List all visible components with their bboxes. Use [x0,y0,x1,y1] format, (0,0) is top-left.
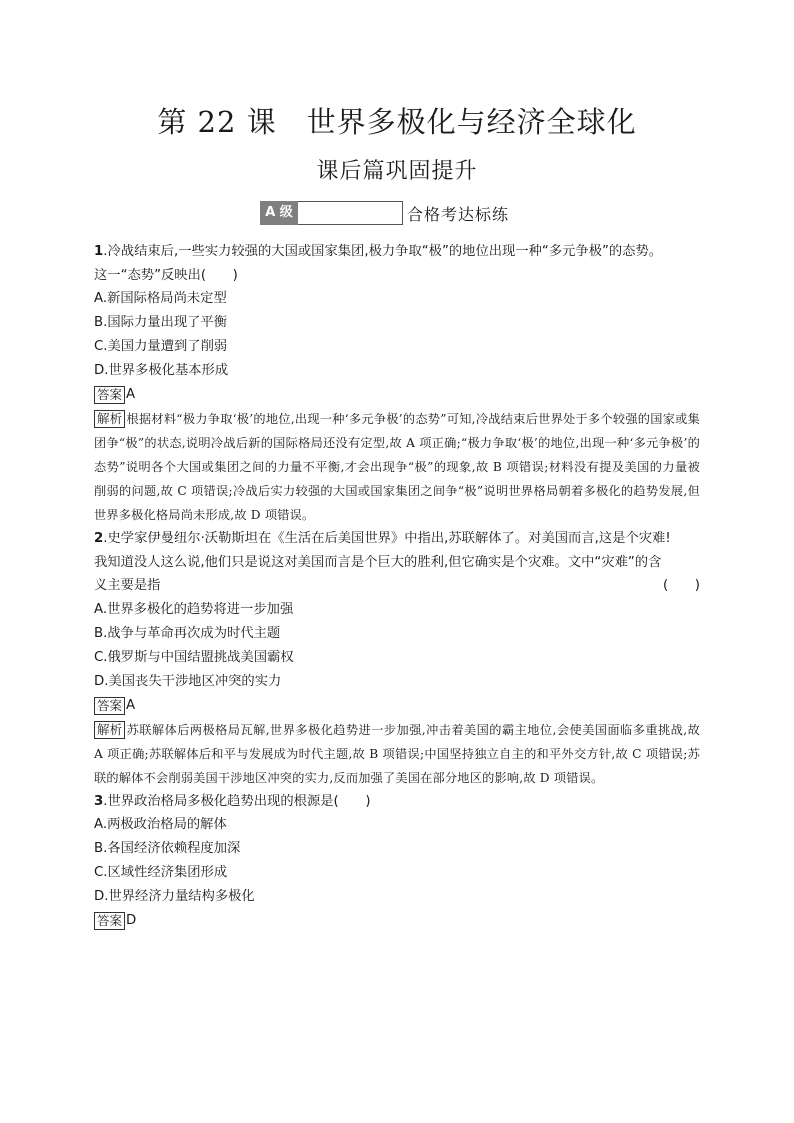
level-title: 合格考达标练 [407,204,510,224]
option-c: C.区域性经济集团形成 [94,865,228,880]
question-stem: 这一“态势”反映出( ) [94,267,238,283]
analysis-text: 根据材料“极力争取‘极’的地位,出现一种‘多元争极’的态势”可知,冷战结束后世界处于多个较强的国家或集团争“极”的状态,说明冷战后新的国际格局还没有定型,故 A 项正确;“极力争取‘极’的地位,出现一种‘多元争极’的态势”说明各个大国或集团之间的力量不平衡,才会出现争“极”的现象,故 B 项错误;材料没有提及美国的力量被削弱的问题,故 C 项错误;冷战后实力较强的大国或国家集团之间争“极”说明世界格局朝着多极化的趋势发展,但世界多极化格局尚未形成,故 D 项错误。 [94,412,700,522]
question-1 [94,240,700,527]
level-header [260,199,509,227]
answer-tag: 答案 [94,912,125,930]
question-list [94,240,700,933]
answer-line [94,909,700,933]
answer-line [94,383,700,407]
question-3 [94,790,700,934]
answer-line [94,694,700,718]
option-a: A.两极政治格局的解体 [94,817,227,832]
option-b: B.战争与革命再次成为时代主题 [94,625,281,641]
question-stem: 义主要是指 ( ) [94,574,700,598]
option-c: C.俄罗斯与中国结盟挑战美国霸权 [94,649,294,665]
question-stem: 2.史学家伊曼纽尔·沃勒斯坦在《生活在后美国世界》中指出,苏联解体了。对美国而言,这是个灾难! [94,531,671,546]
answer-tag: 答案 [94,697,125,715]
analysis-tag: 解析 [94,721,125,739]
option-b: B.各国经济依赖程度加深 [94,841,241,856]
answer-value: A [126,697,136,713]
option-c: C.美国力量遭到了削弱 [94,339,228,354]
question-2 [94,527,700,790]
option-d: D.美国丧失干涉地区冲突的实力 [94,673,282,689]
answer-value: D [126,913,137,928]
analysis-text: 苏联解体后两极格局瓦解,世界多极化趋势进一步加强,冲击着美国的霸主地位,会使美国面临多重挑战,故 A 项正确;苏联解体后和平与发展成为时代主题,故 B 项错误;中国坚持独立自主的和平外交方针,故 C 项错误;苏联的解体不会削弱美国干涉地区冲突的实力,反而加强了美国在部分地区的影响,故 D 项错误。 [94,722,700,785]
level-badge: A 级 [260,201,298,225]
option-d: D.世界经济力量结构多极化 [94,889,255,904]
analysis-paragraph [94,718,700,790]
analysis-tag: 解析 [94,410,125,428]
level-blank-box [298,201,403,225]
option-d: D.世界多极化基本形成 [94,363,229,378]
question-stem: 3.世界政治格局多极化趋势出现的根源是( ) [94,793,371,809]
answer-value: A [126,387,136,402]
option-a: A.世界多极化的趋势将进一步加强 [94,601,294,617]
answer-tag: 答案 [94,386,125,404]
question-stem: 我知道没人这么说,他们只是说这对美国而言是个巨大的胜利,但它确实是个灾难。文中“灾难”的含 [94,554,662,570]
option-b: B.国际力量出现了平衡 [94,315,228,330]
answer-paren: ( ) [663,578,700,593]
section-subtitle: 课后篇巩固提升 [316,159,478,184]
question-stem: 1.冷战结束后,一些实力较强的大国或国家集团,极力争取“极”的地位出现一种“多元争极”的态势。 [94,244,663,259]
analysis-paragraph [94,407,700,527]
option-a: A.新国际格局尚未定型 [94,291,227,306]
lesson-title: 第 22 课 世界多极化与经济全球化 [157,105,637,139]
